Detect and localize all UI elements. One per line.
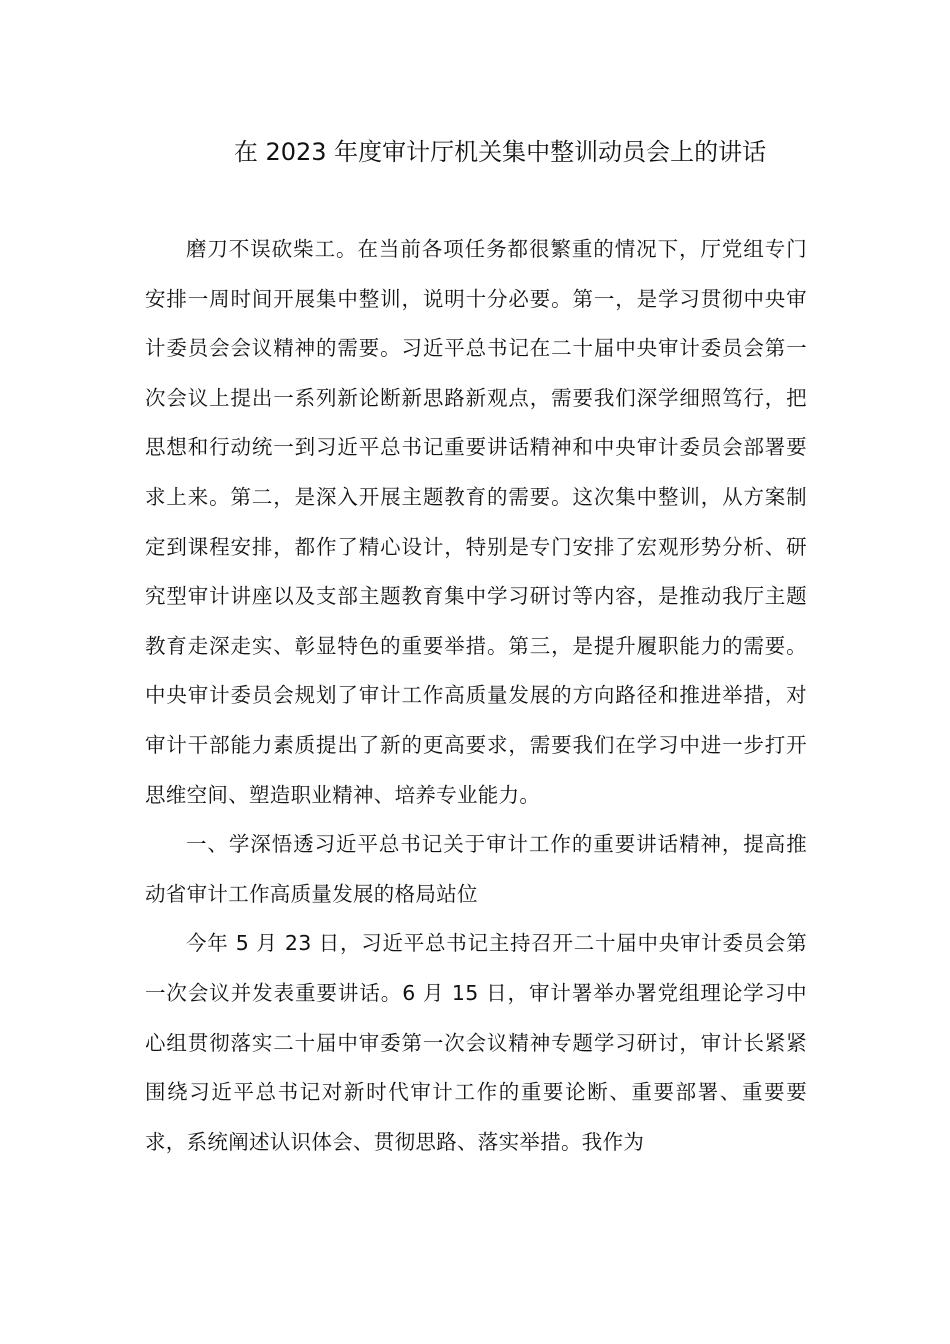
document-body [145, 225, 807, 1167]
paragraph-section-1: 今年 5 月 23 日，习近平总书记主持召开二十届中央审计委员会第一次会议并发表重要讲话。6 月 15 日，审计署举办署党组理论学习中心组贯彻落实二十届中审委第一次会议精神专题学习研讨，审计长紧紧围绕习近平总书记对新时代审计工作的重要论断、重要部署、重要要求，系统阐述认识体会、贯彻思路、落实举措。我作为 [145, 931, 807, 1154]
section-heading-1: 一、学深悟透习近平总书记关于审计工作的重要讲话精神，提高推动省审计工作高质量发展的格局站位 [145, 832, 807, 906]
document-title: 在 2023 年度审计厅机关集中整训动员会上的讲话 [233, 138, 767, 166]
paragraph-intro: 磨刀不误砍柴工。在当前各项任务都很繁重的情况下，厅党组专门安排一周时间开展集中整训，说明十分必要。第一，是学习贯彻中央审计委员会会议精神的需要。习近平总书记在二十届中央审计委员会第一次会议上提出一系列新论断新思路新观点，需要我们深学细照笃行，把思想和行动统一到习近平总书记重要讲话精神和中央审计委员会部署要求上来。第二，是深入开展主题教育的需要。这次集中整训，从方案制定到课程安排，都作了精心设计，特别是专门安排了宏观形势分析、研究型审计讲座以及支部主题教育集中学习研讨等内容，是推动我厅主题教育走深走实、彰显特色的重要举措。第三，是提升履职能力的需要。中央审计委员会规划了审计工作高质量发展的方向路径和推进举措，对审计干部能力素质提出了新的更高要求，需要我们在学习中进一步打开思维空间、塑造职业精神、培养专业能力。 [145, 237, 807, 807]
